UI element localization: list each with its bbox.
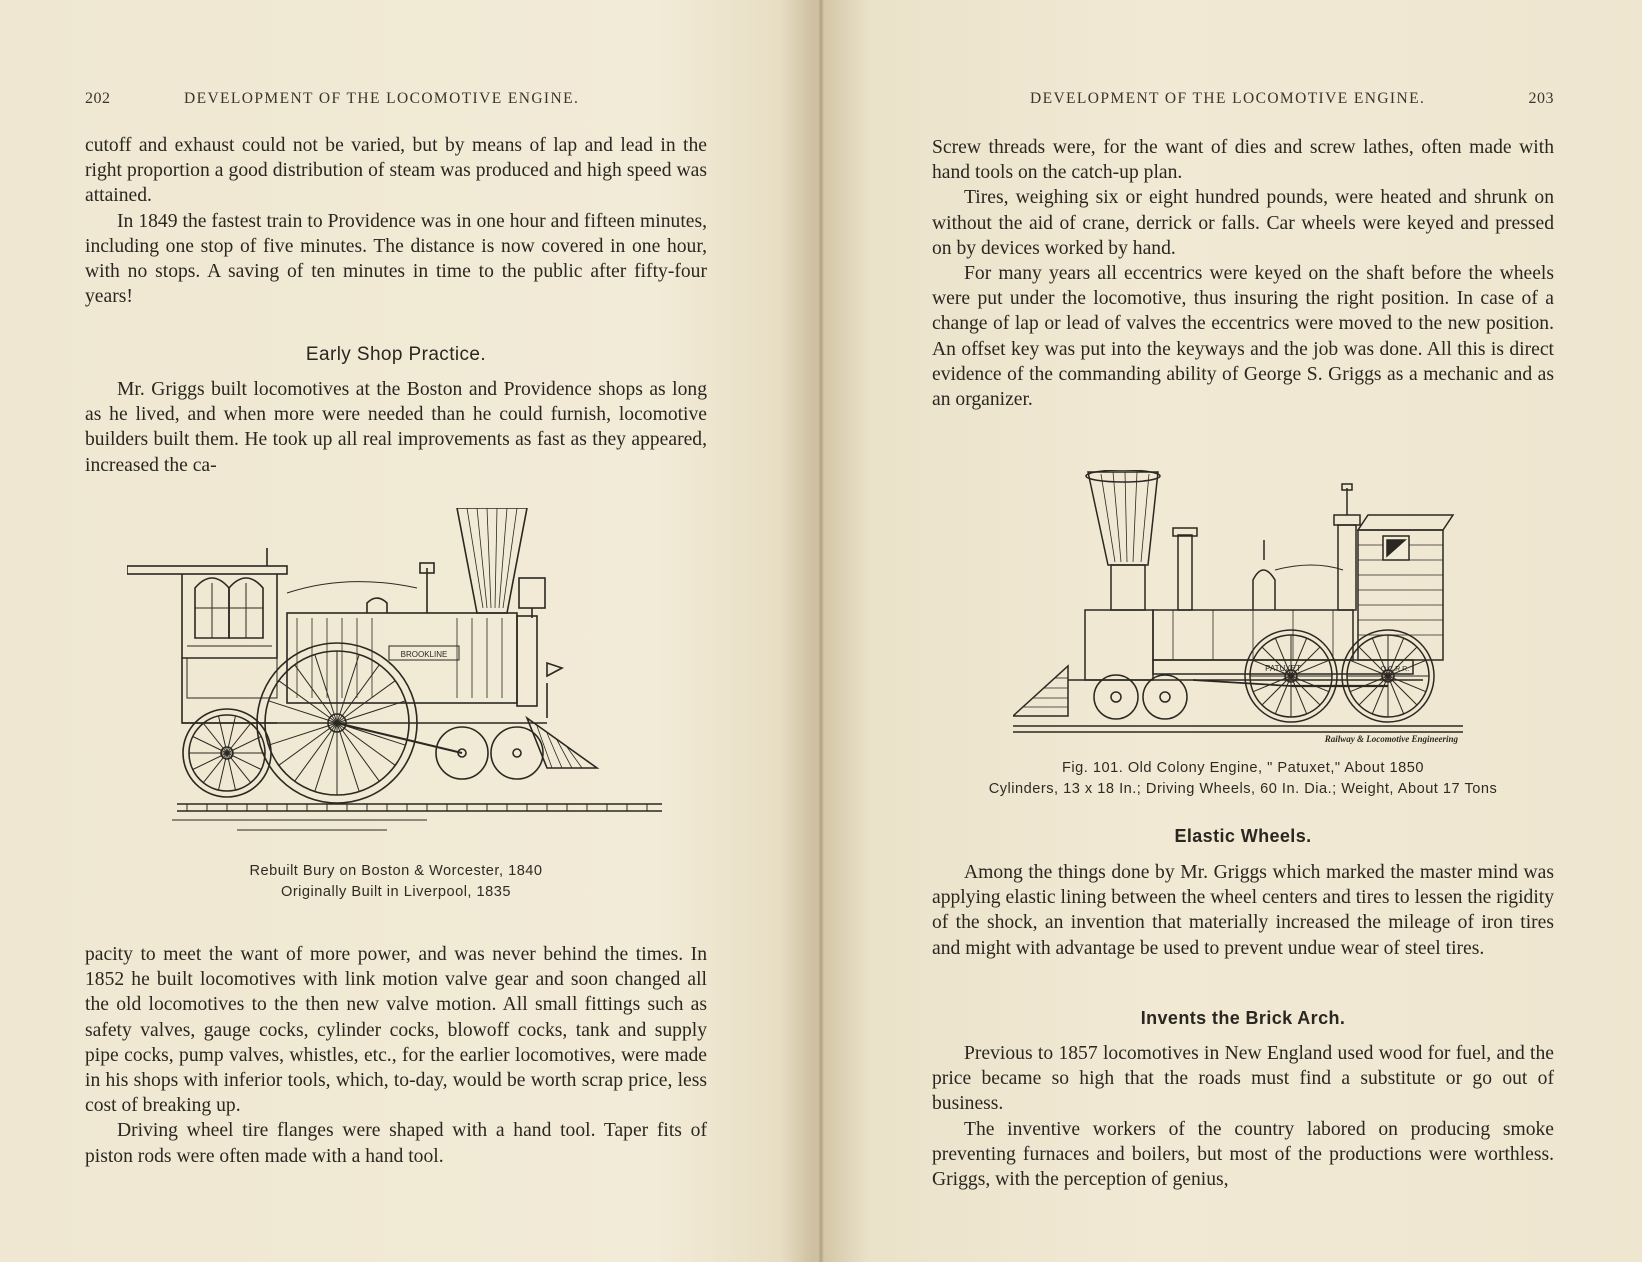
- left-running-title: DEVELOPMENT OF THE LOCOMOTIVE ENGINE.: [184, 90, 580, 107]
- right-section-heading-1: Elastic Wheels.: [1174, 826, 1312, 846]
- left-text-bottom: [85, 942, 707, 1169]
- book-gutter: [818, 0, 824, 1262]
- left-page: [85, 0, 707, 1262]
- right-page: [932, 0, 1554, 1262]
- left-paragraph-4: pacity to meet the want of more power, and was never behind the times. In 1852 he built locomotives with link motion valve gear and soon changed all the old locomotives to the then new valve motion. All small fittings such as safety valves, gauge cocks, cylinder cocks, blowoff cocks, tank and supply pipe cocks, pump valves, whistles, etc., for the earlier locomotives, were made in his shops with inferior tools, which, to-day, would be worth scrap price, less cost of breaking up.: [85, 944, 707, 1117]
- patuxet-name-plate: PATUXET: [1265, 664, 1301, 673]
- right-running-title: DEVELOPMENT OF THE LOCOMOTIVE ENGINE.: [1030, 90, 1426, 107]
- right-section-heading-2: Invents the Brick Arch.: [1140, 1008, 1346, 1028]
- right-text-top: [932, 135, 1554, 412]
- right-text-mid: [932, 860, 1554, 961]
- right-paragraph-2: Tires, weighing six or eight hundred pounds, were heated and shrunk on without the aid of crane, derrick or falls. Car wheels were keyed and pressed on by devices worked by hand.: [932, 187, 1554, 259]
- right-paragraph-1: Screw threads were, for the want of dies and screw lathes, often made with hand tools on the catch-up plan.: [932, 137, 1554, 184]
- right-caption-line-1: Fig. 101. Old Colony Engine, " Patuxet," About 1850: [1061, 760, 1424, 776]
- patuxet-locomotive-figure: [1013, 470, 1463, 745]
- left-caption-line-2: Originally Built in Liverpool, 1835: [280, 884, 512, 900]
- left-text-top: [85, 133, 707, 309]
- right-paragraph-4: Among the things done by Mr. Griggs which marked the master mind was applying elastic lining between the wheel centers and tires to lessen the rigidity of the shock, an invention that materially increased the mileage of iron tires and might with advantage be used to prevent undue wear of steel tires.: [932, 862, 1554, 959]
- right-paragraph-5: Previous to 1857 locomotives in New England used wood for fuel, and the price became so high that the roads must find a substitute or go out of business.: [932, 1043, 1554, 1115]
- left-paragraph-1: cutoff and exhaust could not be varied, but by means of lap and lead in the right proportion a good distribution of steam was produced and high speed was attained.: [85, 135, 707, 207]
- right-figure-caption: [932, 758, 1554, 800]
- left-page-number: 202: [85, 90, 111, 107]
- right-paragraph-6: The inventive workers of the country labored on producing smoke preventing furnaces and boilers, but most of the productions were worthless. Griggs, with the perception of genius,: [932, 1118, 1554, 1191]
- left-paragraph-3: Mr. Griggs built locomotives at the Boston and Providence shops as long as he lived, and when more were needed than he could furnish, locomotive builders built them. He took up all real improvements as fast as they appeared, increased the ca-: [85, 379, 707, 476]
- occr-letters: O.C.R.R.: [1380, 666, 1410, 673]
- patuxet-locomotive-illustration: [1013, 470, 1463, 745]
- bury-locomotive-figure: [127, 508, 667, 853]
- left-text-mid: [85, 377, 707, 478]
- right-page-number: 203: [1528, 90, 1554, 107]
- left-paragraph-5: Driving wheel tire flanges were shaped with a hand tool. Taper fits of piston rods were often made with a hand tool.: [85, 1120, 707, 1167]
- bury-name-plate: BROOKLINE: [400, 650, 448, 659]
- left-paragraph-2: In 1849 the fastest train to Providence was in one hour and fifteen minutes, including one stop of five minutes. The distance is now covered in one hour, with no stops. A saving of ten minutes in time to the public after fifty-four years!: [85, 210, 707, 308]
- left-running-head: [85, 90, 707, 114]
- right-caption-line-2: Cylinders, 13 x 18 In.; Driving Wheels, 60 In. Dia.; Weight, About 17 Tons: [988, 781, 1498, 797]
- bury-locomotive-illustration: [127, 508, 667, 853]
- figure-credit: Railway & Locomotive Engineering: [1324, 734, 1458, 744]
- right-paragraph-3: For many years all eccentrics were keyed on the shaft before the wheels were put under the locomotive, thus insuring the right position. In case of a change of lap or lead of valves the eccentrics were moved to the new position. An offset key was put into the keyways and the job was done. All this is direct evidence of the commanding ability of George S. Griggs as a mechanic and as an organizer.: [932, 263, 1554, 411]
- left-caption-line-1: Rebuilt Bury on Boston & Worcester, 1840: [249, 863, 543, 879]
- left-figure-caption: [85, 861, 707, 903]
- right-text-bottom: [932, 1041, 1554, 1192]
- left-section-heading: Early Shop Practice.: [305, 344, 487, 365]
- right-running-head: [932, 90, 1554, 114]
